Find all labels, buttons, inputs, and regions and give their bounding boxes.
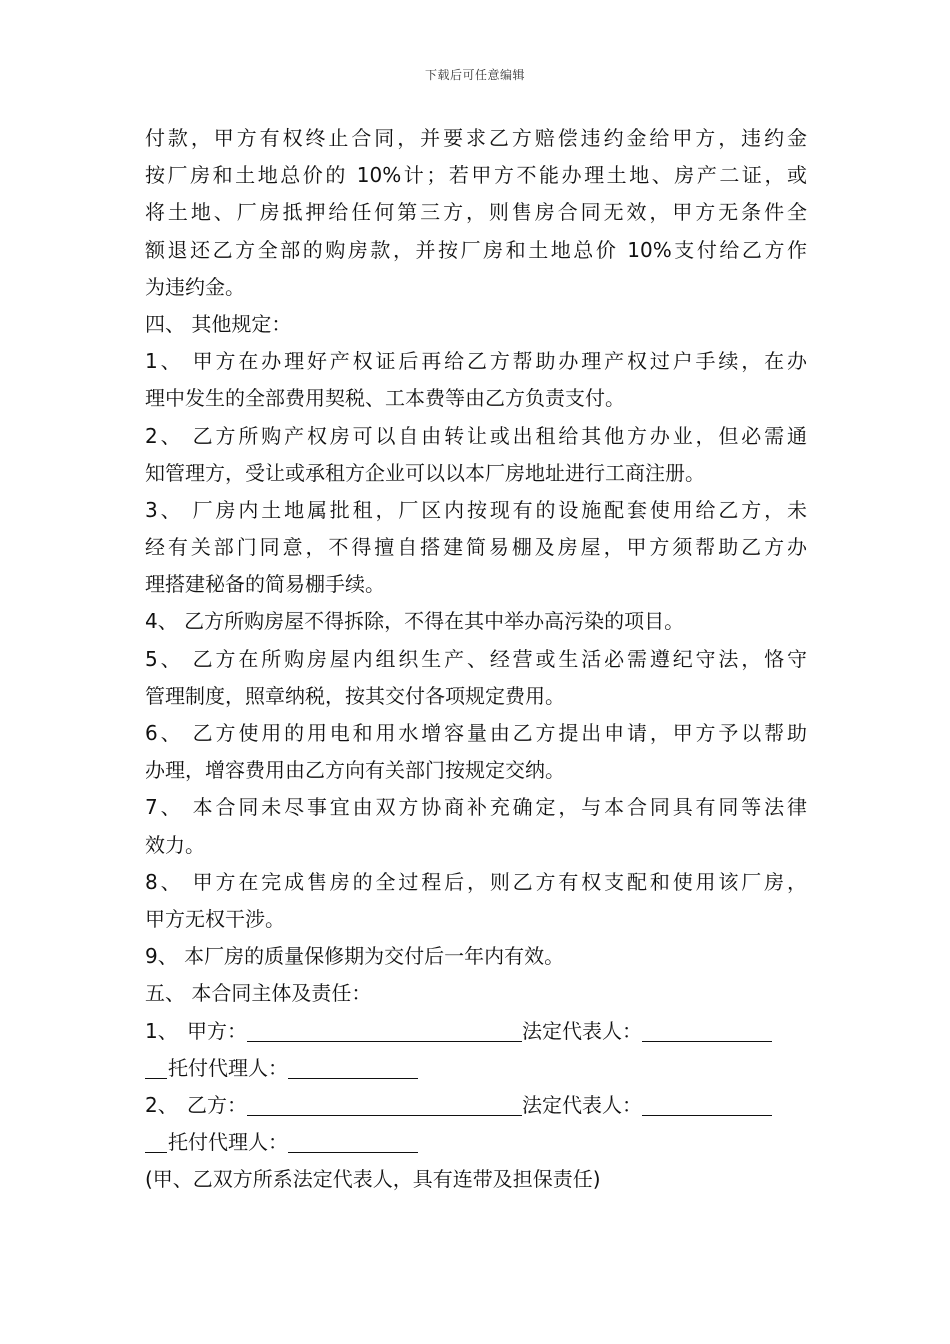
agent-blank[interactable] xyxy=(288,1130,418,1153)
clause-line: 效力。 xyxy=(145,832,205,857)
text-line: 按厂房和土地总价的 10%计；若甲方不能办理土地、房产二证，或 xyxy=(145,163,807,188)
clause-line: 2、 乙方所购产权房可以自由转让或出租给其他方办业，但必需通 xyxy=(145,423,807,448)
clause-line: 甲方无权干涉。 xyxy=(145,906,285,931)
clause-line: 8、 甲方在完成售房的全过程后，则乙方有权支配和使用该厂房， xyxy=(145,869,807,894)
clause-line: 办理，增容费用由乙方向有关部门按规定交纳。 xyxy=(145,758,565,783)
legal-rep-blank-continued[interactable] xyxy=(145,1056,167,1079)
legal-rep-blank[interactable] xyxy=(642,1019,772,1042)
party-a-blank[interactable] xyxy=(247,1019,522,1042)
agent-label: 托付代理人： xyxy=(168,1055,288,1080)
text-line: 额退还乙方全部的购房款，并按厂房和土地总价 10%支付给乙方作 xyxy=(145,237,807,262)
clause-line: 理搭建秘备的简易棚手续。 xyxy=(145,572,385,597)
clause-line: 理中发生的全部费用契税、工本费等由乙方负责支付。 xyxy=(145,386,625,411)
section-heading: 五、 本合同主体及责任： xyxy=(145,981,372,1006)
clause-line: 4、 乙方所购房屋不得拆除，不得在其中举办高污染的项目。 xyxy=(145,609,685,634)
text-line: 将土地、厂房抵押给任何第三方，则售房合同无效，甲方无条件全 xyxy=(145,200,807,225)
text-line: 为违约金。 xyxy=(145,274,245,299)
party-b-label: 乙方： xyxy=(187,1092,247,1117)
legal-rep-label: 法定代表人： xyxy=(522,1018,642,1043)
contract-body xyxy=(145,120,807,1198)
legal-rep-blank-continued[interactable] xyxy=(145,1130,167,1153)
legal-rep-label: 法定代表人： xyxy=(522,1092,642,1117)
section-heading: 四、 其他规定： xyxy=(145,311,292,336)
signature-row-party-b xyxy=(145,1087,807,1124)
agent-blank[interactable] xyxy=(288,1056,418,1079)
party-a-label: 甲方： xyxy=(187,1018,247,1043)
clause-line: 6、 乙方使用的用电和用水增容量由乙方提出申请，甲方予以帮助 xyxy=(145,721,807,745)
signature-row-party-a xyxy=(145,1013,807,1050)
clause-line: 经有关部门同意，不得擅自搭建简易棚及房屋，甲方须帮助乙方办 xyxy=(145,535,807,560)
clause-line: 3、 厂房内土地属批租，厂区内按现有的设施配套使用给乙方，未 xyxy=(145,497,807,522)
signature-row-agent-b xyxy=(145,1124,807,1161)
party-b-blank[interactable] xyxy=(247,1093,522,1116)
clause-line: 知管理方，受让或承租方企业可以以本厂房地址进行工商注册。 xyxy=(145,460,705,485)
header-note: 下载后可任意编辑 xyxy=(424,68,525,82)
closing-note: (甲、乙双方所系法定代表人，具有连带及担保责任) xyxy=(145,1167,601,1192)
clause-line: 5、 乙方在所购房屋内组织生产、经营或生活必需遵纪守法，恪守 xyxy=(145,646,807,671)
clause-line: 管理制度，照章纳税，按其交付各项规定费用。 xyxy=(145,683,565,708)
clause-line: 1、 甲方在办理好产权证后再给乙方帮助办理产权过户手续，在办 xyxy=(145,349,807,374)
clause-line: 7、 本合同未尽事宜由双方协商补充确定，与本合同具有同等法律 xyxy=(145,795,807,820)
sign-number: 1、 xyxy=(145,1018,178,1043)
signature-row-agent-a xyxy=(145,1050,807,1087)
clause-line: 9、 本厂房的质量保修期为交付后一年内有效。 xyxy=(145,944,565,969)
legal-rep-blank[interactable] xyxy=(642,1093,772,1116)
text-line: 付款，甲方有权终止合同，并要求乙方赔偿违约金给甲方，违约金 xyxy=(145,126,807,150)
sign-number: 2、 xyxy=(145,1092,178,1117)
agent-label: 托付代理人： xyxy=(168,1130,288,1155)
